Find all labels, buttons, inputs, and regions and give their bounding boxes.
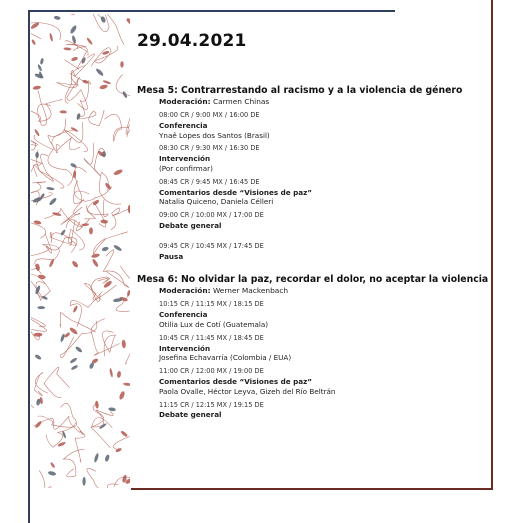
- item-time: 08:30 CR / 9:30 MX / 16:30 DE: [159, 144, 260, 153]
- pattern-leaf: [34, 73, 44, 80]
- pattern-leaf: [50, 462, 56, 469]
- pattern-leaf: [54, 15, 61, 20]
- session-title: Mesa 6: No olvidar la paz, recordar el dolor, no aceptar la violencia: [137, 274, 489, 286]
- frame-bottom-rule: [131, 488, 493, 490]
- item-time: 10:15 CR / 11:15 MX / 18:15 DE: [159, 300, 264, 309]
- pattern-leaf: [57, 441, 66, 447]
- pattern-leaf: [103, 280, 113, 289]
- pattern-branch: [91, 46, 118, 67]
- pattern-branch: [91, 319, 119, 356]
- item-detail: (Por confirmar): [159, 163, 213, 173]
- schedule-item: [159, 367, 487, 396]
- program-schedule: [137, 85, 487, 424]
- pattern-leaf: [34, 420, 42, 428]
- item-time: 11:15 CR / 12:15 MX / 19:15 DE: [159, 400, 264, 409]
- moderation-label: Moderación:: [159, 97, 211, 106]
- pattern-leaf: [69, 326, 79, 335]
- pattern-leaf: [91, 253, 100, 259]
- item-kind: Debate general: [159, 410, 222, 420]
- pattern-leaf: [101, 246, 109, 252]
- pattern-leaf: [118, 391, 125, 401]
- item-time: 09:45 CR / 10:45 MX / 17:45 DE: [159, 241, 264, 250]
- pattern-leaf: [109, 368, 113, 378]
- pattern-leaf: [40, 58, 44, 65]
- pattern-leaf: [100, 16, 107, 24]
- pattern-leaf: [92, 199, 100, 206]
- decorative-branch-pattern: [31, 14, 130, 488]
- pattern-leaf: [48, 197, 57, 206]
- pattern-leaf: [127, 290, 130, 297]
- pattern-branch: [90, 14, 125, 45]
- pattern-branch: [38, 416, 80, 433]
- pattern-leaf: [89, 227, 93, 234]
- pattern-leaf: [100, 219, 108, 224]
- pattern-leaf: [70, 126, 78, 132]
- item-kind: Pausa: [159, 251, 184, 261]
- item-time: 08:00 CR / 9:00 MX / 16:00 DE: [159, 111, 260, 119]
- pattern-leaf: [46, 187, 55, 191]
- pattern-leaf: [115, 447, 122, 453]
- pattern-leaf: [95, 68, 104, 77]
- item-kind: Comentarios desde “Visiones de paz”: [159, 376, 313, 386]
- pattern-branch: [91, 404, 110, 448]
- pattern-leaf: [75, 346, 83, 354]
- pattern-leaf: [31, 39, 36, 45]
- pattern-branch: [105, 114, 129, 141]
- pattern-leaf: [49, 33, 53, 42]
- session-mesa-5: [137, 85, 487, 261]
- pattern-leaf: [122, 91, 128, 99]
- moderator-name: Carmen Chinas: [212, 97, 270, 106]
- pattern-leaf: [35, 263, 40, 271]
- item-time: 08:45 CR / 9:45 MX / 16:45 DE: [159, 177, 260, 186]
- item-detail: Otilia Lux de Cotí (Guatemala): [159, 319, 269, 329]
- pattern-branch: [92, 14, 109, 32]
- session-moderation: [159, 286, 487, 296]
- schedule-item: [159, 401, 487, 421]
- pattern-leaf: [60, 229, 66, 236]
- pattern-branch: [60, 312, 96, 332]
- pattern-leaf: [125, 17, 130, 25]
- pattern-branch: [31, 197, 46, 238]
- pattern-branch: [61, 321, 97, 358]
- pattern-leaf: [32, 85, 41, 90]
- pattern-leaf: [35, 152, 39, 158]
- schedule-item: [159, 178, 487, 207]
- schedule-item: [159, 242, 487, 262]
- pattern-branch: [49, 14, 75, 15]
- pattern-branch: [102, 331, 115, 356]
- session-mesa-6: [137, 274, 487, 420]
- item-detail: Ynaê Lopes dos Santos (Brasil): [159, 130, 270, 140]
- pattern-branch: [78, 110, 104, 125]
- pattern-leaf: [69, 357, 77, 364]
- pattern-branch: [31, 244, 59, 273]
- pattern-branch: [113, 407, 130, 450]
- pattern-branch: [126, 325, 130, 364]
- pattern-leaf: [86, 37, 93, 45]
- pattern-branch: [63, 450, 84, 477]
- pattern-branch: [116, 266, 130, 311]
- page-date: 29.04.2021: [137, 31, 247, 51]
- pattern-leaf: [69, 25, 77, 35]
- item-time: 10:45 CR / 11:45 MX / 18:45 DE: [159, 333, 264, 342]
- item-kind: Comentarios desde “Visiones de paz”: [159, 187, 313, 197]
- pattern-leaf: [121, 340, 126, 349]
- pattern-branch: [65, 54, 94, 104]
- pattern-leaf: [73, 170, 77, 178]
- pattern-leaf: [63, 47, 71, 50]
- item-detail: Paola Ovalle, Héctor Leyva, Gizeh del Río Beltrán: [159, 386, 336, 396]
- pattern-branch: [56, 138, 80, 153]
- pattern-leaf: [52, 212, 62, 217]
- pattern-branch: [61, 199, 84, 224]
- item-kind: Conferencia: [159, 310, 208, 320]
- pattern-branch: [44, 208, 82, 228]
- pattern-leaf: [64, 332, 71, 339]
- pattern-leaf: [71, 260, 79, 268]
- item-detail: Josefina Echavarría (Colombia / EUA): [159, 353, 292, 363]
- pattern-leaf: [93, 453, 99, 463]
- pattern-branch: [31, 383, 34, 408]
- frame-left-rule: [28, 10, 30, 523]
- pattern-branch: [87, 468, 118, 488]
- item-kind: Debate general: [159, 220, 222, 230]
- moderator-name: Werner Mackenbach: [212, 286, 289, 296]
- pattern-leaf: [108, 407, 116, 412]
- moderation-label: Moderación:: [159, 286, 211, 296]
- schedule-item: [159, 144, 487, 173]
- frame-right-rule: [491, 0, 493, 489]
- item-time: 09:00 CR / 10:00 MX / 17:00 DE: [159, 211, 264, 220]
- item-detail: Natalia Quiceno, Daniela Célleri: [159, 197, 274, 207]
- pattern-leaf: [120, 430, 128, 438]
- schedule-item: [159, 334, 487, 363]
- session-title: Mesa 5: Contrarrestando al racismo y a la violencia de género: [137, 85, 463, 96]
- pattern-leaf: [71, 364, 79, 370]
- session-moderation: [159, 97, 487, 107]
- item-time: 11:00 CR / 12:00 MX / 19:00 DE: [159, 367, 264, 376]
- pattern-branch: [57, 66, 85, 88]
- pattern-leaf: [99, 84, 108, 90]
- pattern-leaf: [128, 205, 130, 214]
- pattern-leaf: [120, 61, 124, 67]
- schedule-item: [159, 211, 487, 231]
- pattern-leaf: [37, 64, 43, 72]
- pattern-leaf: [72, 305, 78, 313]
- pattern-leaf: [37, 306, 45, 309]
- pattern-leaf: [81, 223, 89, 226]
- pattern-branch: [111, 206, 130, 230]
- pattern-leaf: [48, 471, 57, 477]
- pattern-branch: [126, 97, 130, 137]
- pattern-leaf: [123, 382, 130, 386]
- pattern-leaf: [91, 258, 99, 267]
- pattern-leaf: [60, 333, 66, 342]
- pattern-branch: [75, 426, 85, 462]
- pattern-branch: [31, 164, 64, 188]
- pattern-leaf: [102, 80, 111, 85]
- item-kind: Intervención: [159, 343, 211, 353]
- item-kind: Intervención: [159, 154, 211, 164]
- pattern-branch: [65, 122, 88, 151]
- pattern-leaf: [76, 113, 81, 120]
- item-kind: Conferencia: [159, 120, 208, 130]
- frame-top-rule: [28, 10, 395, 12]
- pattern-leaf: [71, 56, 79, 61]
- pattern-branch: [51, 229, 85, 250]
- pattern-leaf: [82, 477, 85, 486]
- pattern-leaf: [34, 354, 42, 361]
- pattern-leaf: [113, 244, 123, 252]
- pattern-leaf: [113, 169, 123, 176]
- pattern-leaf: [99, 423, 108, 430]
- pattern-leaf: [95, 401, 99, 409]
- pattern-branch: [70, 73, 91, 116]
- pattern-leaf: [104, 454, 110, 462]
- pattern-branch: [34, 373, 48, 396]
- branch-pattern-graphic: [31, 14, 130, 488]
- pattern-leaf: [60, 110, 67, 113]
- pattern-branch: [116, 75, 130, 109]
- schedule-item: [159, 111, 487, 140]
- schedule-item: [159, 300, 487, 329]
- pattern-leaf: [33, 333, 42, 337]
- pattern-branch: [103, 250, 129, 288]
- pattern-leaf: [38, 274, 46, 280]
- pattern-leaf: [117, 371, 122, 378]
